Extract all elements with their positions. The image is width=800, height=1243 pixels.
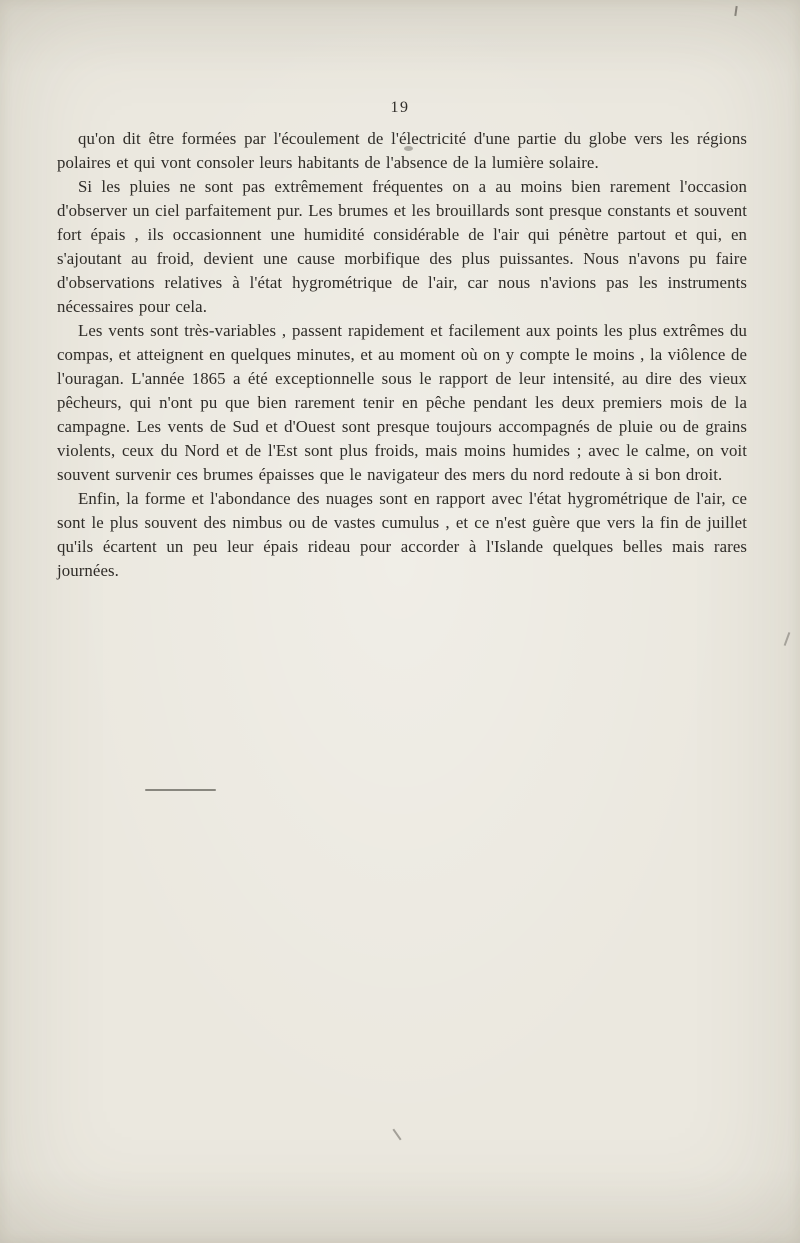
page-number: 19 xyxy=(390,99,410,116)
paragraph-4: Enfin, la forme et l'abondance des nuages sont en rapport avec l'état hygrométrique de l'air, ce sont le plus souvent des nimbus ou de vastes cumulus , et ce n'est guère que vers la fin de juillet qu'ils écartent un peu leur épais rideau pour accorder à l'Islande quelques belles mais rares journées. xyxy=(57,489,747,580)
text-block xyxy=(57,127,747,583)
paragraph-3: Les vents sont très-variables , passent rapidement et facilement aux points les plus extrêmes du compas, et atteignent en quelques minutes, et au moment où on y compte le moins , la viôlence de l'ouragan. L'année 1865 a été exceptionnelle sous le rapport de leur intensité, au dire des vieux pêcheurs, qui n'ont pu que bien rarement tenir en pêche pendant les deux premiers mois de la campagne. Les vents de Sud et d'Ouest sont presque toujours accompagnés de pluie ou de grains violents, ceux du Nord et de l'Est sont plus froids, mais moins humides ; avec le calme, on voit souvent survenir ces brumes épaisses que le navigateur des mers du nord redoute à si bon droit. xyxy=(57,321,747,484)
scan-artifact-smudge xyxy=(404,146,413,151)
scan-artifact-tick xyxy=(734,6,737,16)
paragraph-1: qu'on dit être formées par l'écoulement de l'électricité d'une partie du globe vers les régions polaires et qui vont consoler leurs habitants de l'absence de la lumière solaire. xyxy=(57,129,747,172)
scan-artifact-backslash xyxy=(392,1129,401,1141)
scan-artifact-slash xyxy=(784,632,791,646)
paragraph-2: Si les pluies ne sont pas extrêmement fréquentes on a au moins bien rarement l'occasion d'observer un ciel parfaitement pur. Les brumes et les brouillards sont presque constants et souvent fort épais , ils occasionnent une humidité considérable de l'air qui pénètre partout et qui, en s'ajoutant au froid, devient une cause morbifique des plus puissantes. Nous n'avons pu faire d'observations relatives à l'état hygrométrique de l'air, car nous n'avions pas les instruments nécessaires pour cela. xyxy=(57,177,747,316)
scan-artifact-rule xyxy=(145,789,216,791)
